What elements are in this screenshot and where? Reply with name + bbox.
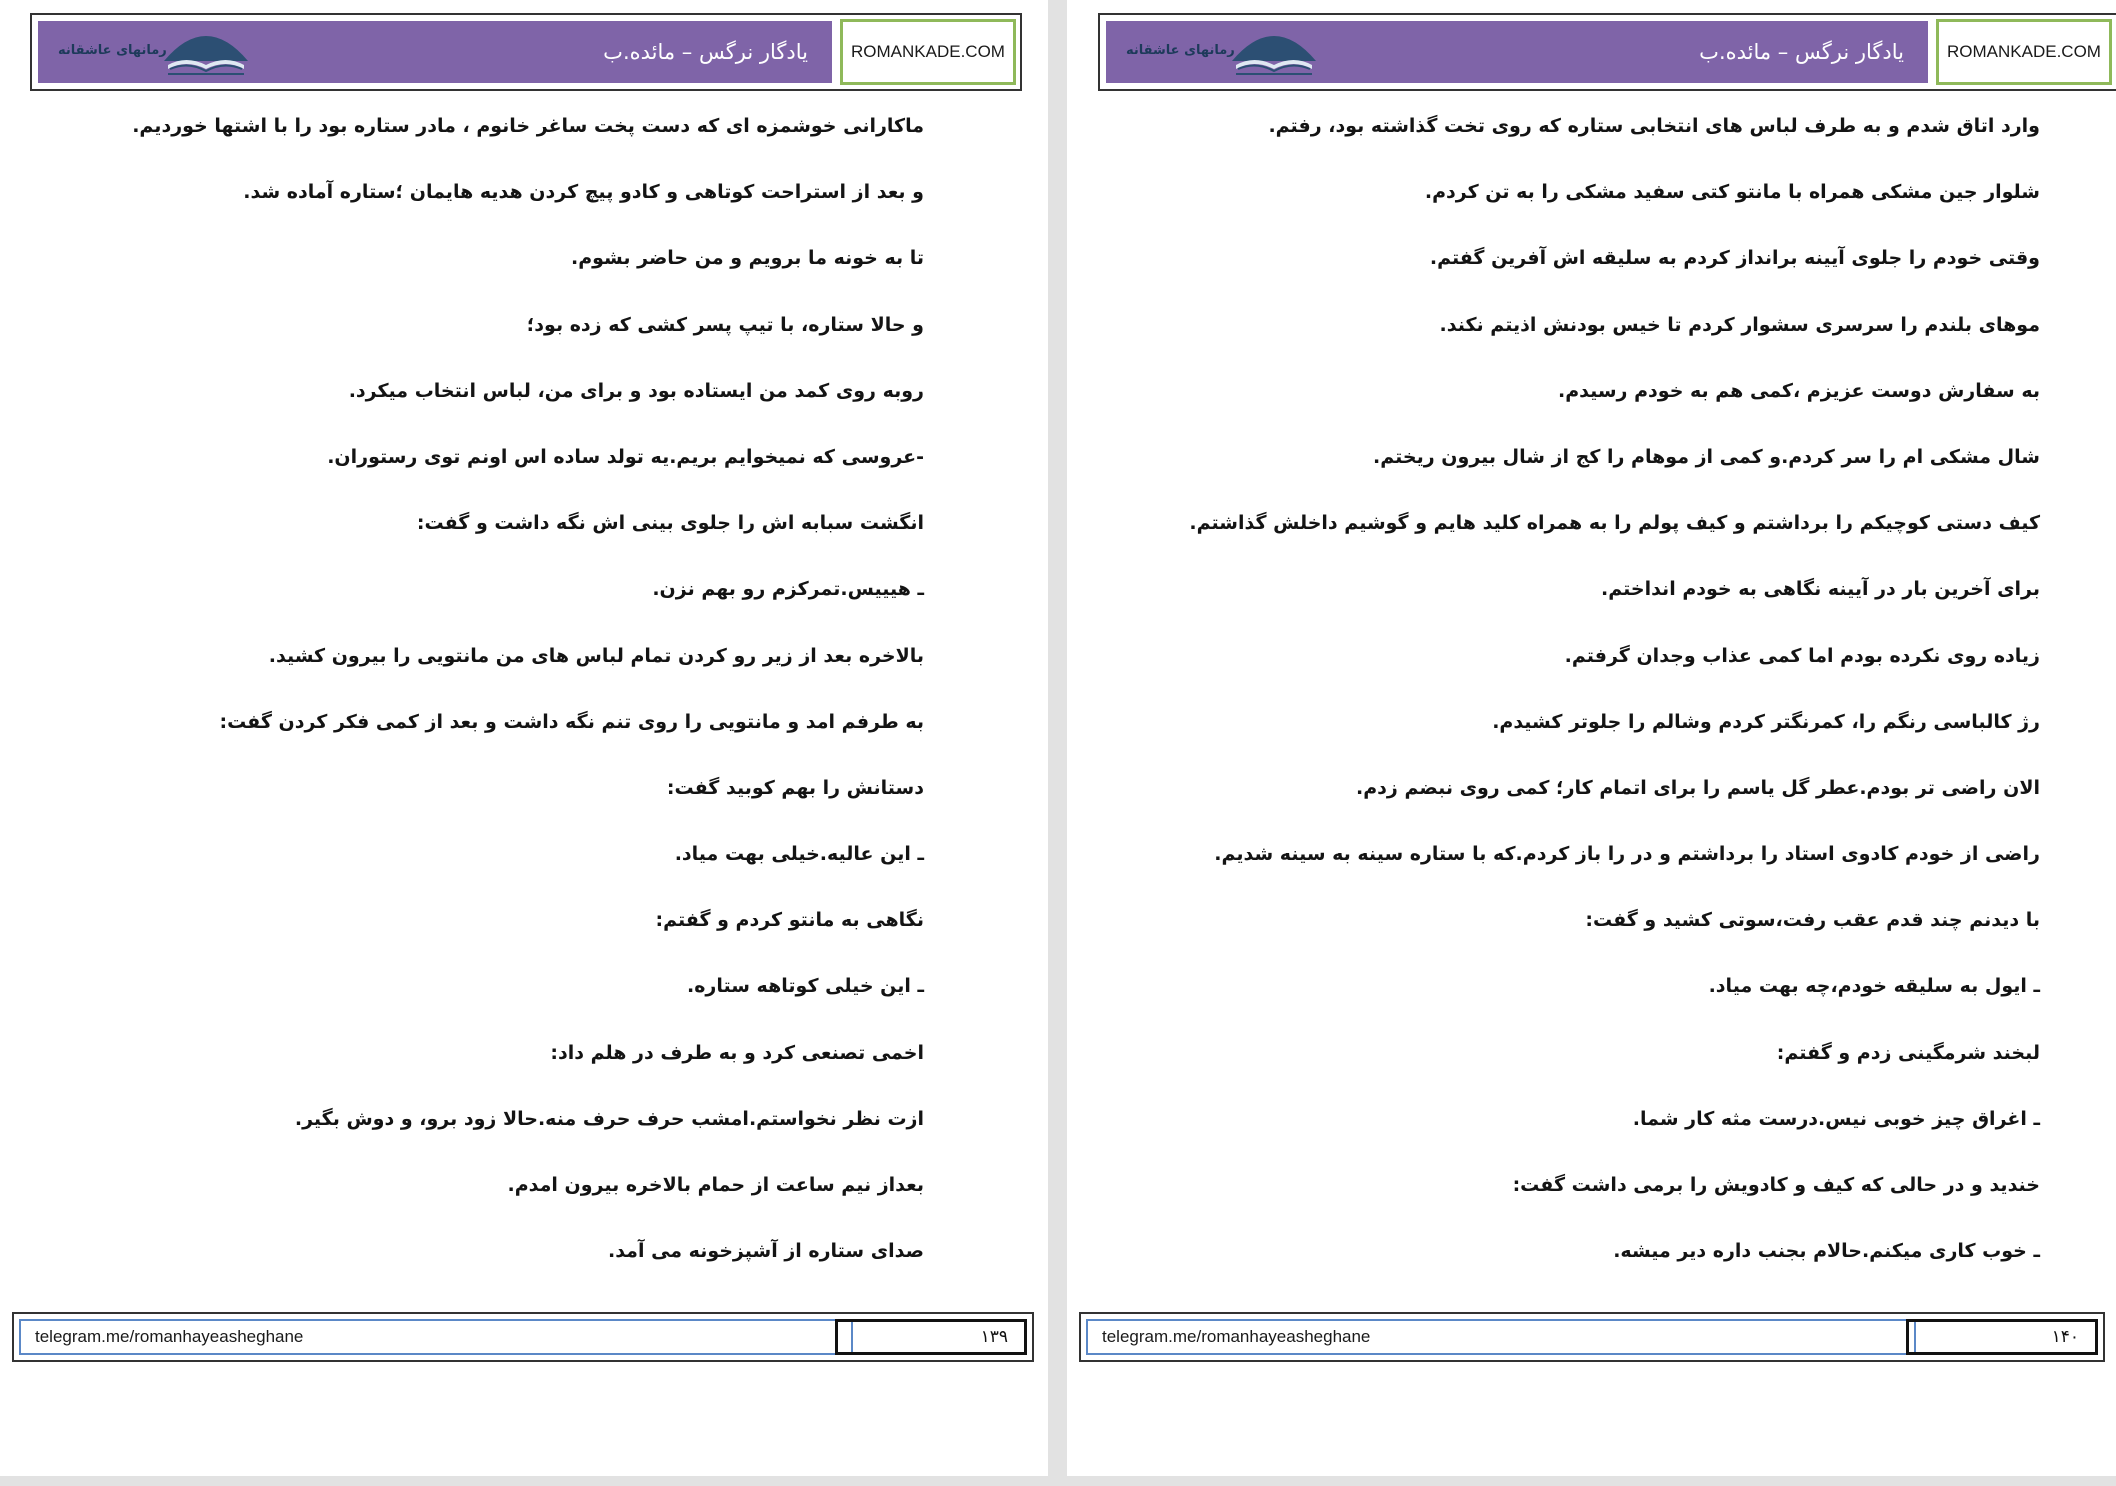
text-line: دستانش را بهم کوبید گفت: xyxy=(666,776,924,799)
open-book-logo-icon xyxy=(160,25,252,77)
page-number: ۱۳۹ xyxy=(835,1319,1027,1355)
text-line: ماکارانی خوشمزه ای که دست پخت ساغر خانوم ، مادر ستاره بود را با اشتها خوردیم. xyxy=(132,115,924,137)
text-line: الان راضی تر بودم.عطر گل یاسم را برای اتمام کار؛ کمی روی نبضم زدم. xyxy=(1356,776,2040,799)
text-line: بالاخره بعد از زیر رو کردن تمام لباس های من مانتویی را بیرون کشید. xyxy=(268,644,924,667)
page-header xyxy=(1098,13,2116,91)
text-line: لبخند شرمگینی زدم و گفتم: xyxy=(1776,1041,2040,1064)
text-line: راضی از خودم کادوی استاد را برداشتم و در را باز کردم.که با ستاره سینه به سینه شدیم. xyxy=(1214,843,2040,866)
text-line: ـ این خیلی کوتاهه ستاره. xyxy=(687,975,924,998)
text-line: ـ این عالیه.خیلی بهت میاد. xyxy=(674,843,924,866)
text-line: و بعد از استراحت کوتاهی و کادو پیچ کردن هدیه هایمان ؛ستاره آماده شد. xyxy=(243,181,924,204)
text-line: و حالا ستاره، با تیپ پسر کشی که زده بود؛ xyxy=(526,313,924,336)
page-header xyxy=(30,13,1022,91)
page-number: ۱۴۰ xyxy=(1906,1319,2098,1355)
text-line: به سفارش دوست عزیزم ،کمی هم به خودم رسیدم. xyxy=(1558,379,2040,402)
page-text xyxy=(1140,112,2040,1303)
text-line: ـ اغراق چیز خوبی نیس.درست مثه کار شما. xyxy=(1632,1107,2040,1130)
book-title: یادگار نرگس – مائده.ب xyxy=(603,40,808,64)
text-line: -عروسی که نمیخوایم بریم.یه تولد ساده اس اونم توی رستوران. xyxy=(327,445,924,468)
site-logo xyxy=(52,23,252,77)
text-line: موهای بلندم را سرسری سشوار کردم تا خیس بودنش اذیتم نکند. xyxy=(1439,313,2040,336)
site-logo xyxy=(1120,23,1320,77)
text-line: انگشت سبابه اش را جلوی بینی اش نگه داشت و گفت: xyxy=(416,512,924,535)
text-line: شلوار جین مشکی همراه با مانتو کتی سفید مشکی را به تن کردم. xyxy=(1424,181,2040,204)
text-line: ـ ایول به سلیقه خودم،چه بهت میاد. xyxy=(1708,975,2040,998)
site-name: ROMANKADE.COM xyxy=(840,19,1016,85)
book-title: یادگار نرگس – مائده.ب xyxy=(1699,40,1904,64)
text-line: ـ خوب کاری میکنم.حالام بجنب داره دیر میشه. xyxy=(1613,1240,2040,1263)
page-text xyxy=(64,112,924,1303)
text-line: رژ کالباسی رنگم را، کمرنگتر کردم وشالم را جلوتر کشیدم. xyxy=(1492,710,2040,733)
page-footer xyxy=(1079,1312,2105,1362)
text-line: با دیدنم چند قدم عقب رفت،سوتی کشید و گفت: xyxy=(1585,909,2040,932)
text-line: ازت نظر نخواستم.امشب حرف حرف منه.حالا زود برو، و دوش بگیر. xyxy=(294,1107,924,1130)
telegram-link[interactable]: telegram.me/romanhayeasheghane xyxy=(1086,1319,1916,1355)
text-line: ـ هیییس.تمرکزم رو بهم نزن. xyxy=(652,578,924,601)
text-line: وقتی خودم را جلوی آیینه برانداز کردم به سلیقه اش آفرین گفتم. xyxy=(1429,247,2040,270)
open-book-logo-icon xyxy=(1228,25,1320,77)
text-line: به طرفم امد و مانتویی را روی تنم نگه داشت و بعد از کمی فکر کردن گفت: xyxy=(219,710,924,733)
site-name: ROMANKADE.COM xyxy=(1936,19,2112,85)
text-line: خندید و در حالی که کیف و کادویش را برمی داشت گفت: xyxy=(1512,1174,2040,1196)
text-line: برای آخرین بار در آیینه نگاهی به خودم انداختم. xyxy=(1601,578,2040,601)
header-banner xyxy=(1106,21,1928,83)
text-line: بعداز نیم ساعت از حمام بالاخره بیرون امدم. xyxy=(507,1174,924,1196)
text-line: کیف دستی کوچیکم را برداشتم و کیف پولم را به همراه کلید هایم و گوشیم داخلش گذاشتم. xyxy=(1189,512,2040,535)
text-line: روبه روی کمد من ایستاده بود و برای من، لباس انتخاب میکرد. xyxy=(348,379,924,402)
text-line: اخمی تصنعی کرد و به طرف در هلم داد: xyxy=(550,1041,924,1064)
text-line: صدای ستاره از آشپزخونه می آمد. xyxy=(607,1240,924,1263)
logo-text: رمانهای عاشقانه xyxy=(58,43,167,58)
logo-text: رمانهای عاشقانه xyxy=(1126,43,1235,58)
text-line: زیاده روی نکرده بودم اما کمی عذاب وجدان گرفتم. xyxy=(1564,644,2040,667)
telegram-link[interactable]: telegram.me/romanhayeasheghane xyxy=(19,1319,853,1355)
header-banner xyxy=(38,21,832,83)
text-line: تا به خونه ما برویم و من حاضر بشوم. xyxy=(570,247,924,270)
text-line: نگاهی به مانتو کردم و گفتم: xyxy=(655,909,924,932)
document-page-139 xyxy=(0,0,1048,1476)
text-line: وارد اتاق شدم و به طرف لباس های انتخابی ستاره که روی تخت گذاشته بود، رفتم. xyxy=(1268,115,2040,137)
page-footer xyxy=(12,1312,1034,1362)
text-line: شال مشکی ام را سر کردم.و کمی از موهام را کج از شال بیرون ریختم. xyxy=(1373,445,2040,468)
document-page-140 xyxy=(1067,0,2116,1476)
